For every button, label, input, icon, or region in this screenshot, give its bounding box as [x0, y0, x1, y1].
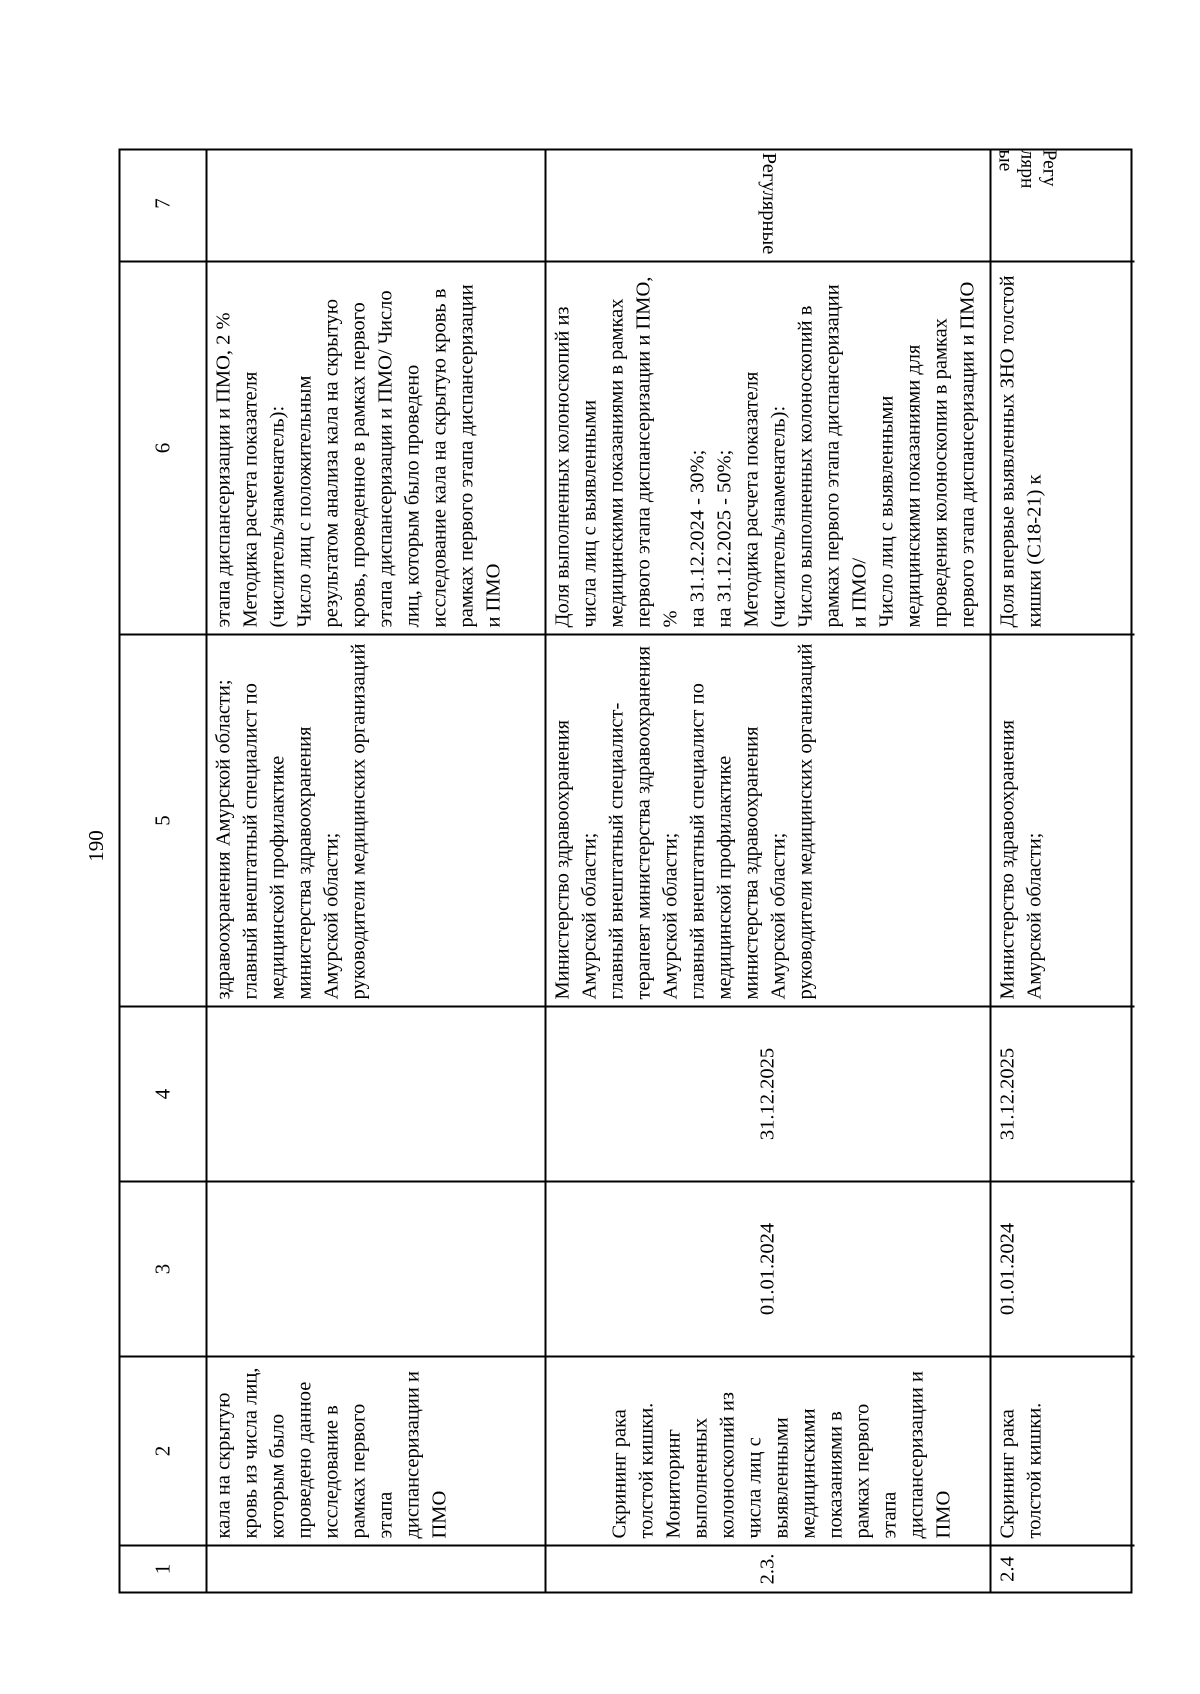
page-number: 190 — [84, 830, 108, 862]
measures-table — [118, 149, 1132, 1594]
row-continued-frequency — [207, 147, 544, 261]
row-continued-activity: кала на скрытую кровь из числа лиц, которым было проведено данное исследование в рамках первого этапа диспансеризации и ПМО — [207, 1356, 544, 1545]
row-2-3-responsible: Министерство здравоохранения Амурской области; главный внештатный специалист-терапевт министерства здравоохранения Амурской области; главный внештатный специалист по медицинской профилактике министерства здравоохранения Амурской области; руководители медицинских организаций — [546, 634, 989, 1006]
table-header-row — [120, 151, 207, 1592]
row-continued-end-date — [207, 1006, 544, 1181]
row-continued-number — [207, 1545, 544, 1592]
row-continued-indicator: этапа диспансеризации и ПМО, 2 % Методика расчета показателя (числитель/знаменатель): Число лиц с положительным результатом анализа кала на скрытую кровь, проведенное в рамках первого этапа диспансеризации и ПМО/ Число лиц, которым было проведено исследование кала на скрытую кровь в рамках первого этапа диспансеризации и ПМО — [207, 261, 544, 634]
header-col-1: 1 — [120, 1545, 205, 1592]
header-col-4: 4 — [120, 1006, 205, 1181]
header-col-3: 3 — [120, 1181, 205, 1356]
row-2-3-activity: Скрининг рака толстой кишки. Мониторинг выполненных колоноскопий из числа лиц с выявленными медицинскими показаниями в рамках первого этапа диспансеризации и ПМО — [546, 1356, 989, 1545]
row-continued-responsible: здравоохранения Амурской области; главный внештатный специалист по медицинской профилактике министерства здравоохранения Амурской области; руководители медицинских организаций — [207, 634, 544, 1006]
row-2-4-end-date: 31.12.2025 — [991, 1006, 1134, 1181]
row-2-4-frequency-text: Регу лярн ые — [994, 149, 1059, 189]
row-2-4-start-date: 01.01.2024 — [991, 1181, 1134, 1356]
table-row-2-3 — [546, 151, 991, 1592]
header-col-5: 5 — [120, 634, 205, 1006]
table-row-2-4 — [991, 151, 1134, 1592]
row-2-4-number: 2.4 — [991, 1545, 1134, 1592]
row-2-4-indicator: Доля впервые выявленных ЗНО толстой кишки (С18-21) к — [991, 261, 1134, 634]
row-continued-start-date — [207, 1181, 544, 1356]
row-2-3-frequency — [546, 147, 989, 261]
header-col-6: 6 — [120, 261, 205, 634]
row-2-3-frequency-text: Регулярные — [757, 152, 779, 255]
row-2-3-number: 2.3. — [546, 1545, 989, 1592]
row-2-3-indicator: Доля выполненных колоноскопий из числа лиц с выявленными медицинскими показаниями в рамках первого этапа диспансеризации и ПМО, % на 31.12.2024 - 30%; на 31.12.2025 - 50%; Методика расчета показателя (числитель/знаменатель): Число выполненных колоноскопий в рамках первого этапа диспансеризации и ПМО/ Число лиц с выявленными медицинскими показаниями для проведения колоноскопии в рамках первого этапа диспансеризации и ПМО — [546, 261, 989, 634]
row-2-4-responsible: Министерство здравоохранения Амурской области; — [991, 634, 1134, 1006]
row-2-4-frequency — [991, 147, 1134, 261]
header-col-7: 7 — [150, 198, 174, 209]
row-2-3-end-date: 31.12.2025 — [546, 1006, 989, 1181]
row-2-3-start-date: 01.01.2024 — [546, 1181, 989, 1356]
header-col-2: 2 — [120, 1356, 205, 1545]
table-row-continued — [207, 151, 546, 1592]
row-2-4-activity: Скрининг рака толстой кишки. — [991, 1356, 1134, 1545]
